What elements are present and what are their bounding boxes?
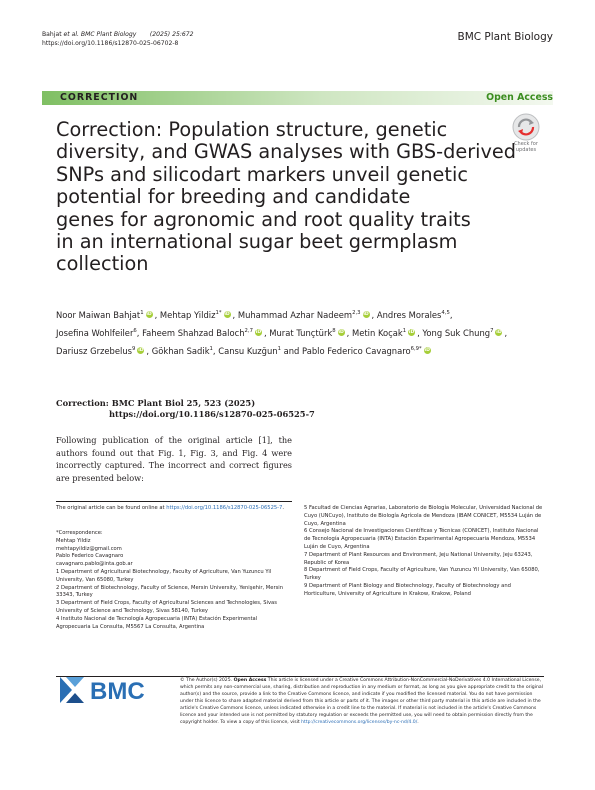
title-line: potential for breeding and candidate (56, 185, 411, 209)
author-list (56, 305, 546, 359)
title-line: Correction: Population structure, genetic (56, 118, 448, 141)
author-line: Noor Maiwan Bahjat$^1$ iD , Mehtap Yildiz$^{1*}$ iD , Muhammad Azhar Nadeem$^{2,3}$ iD , Andres Morales$^{4,5}$, (56, 309, 453, 320)
author-name: , Murat Tunçtürk (263, 327, 333, 338)
author-name: Josefina Wohlfeiler (56, 327, 134, 338)
footnote-divider (56, 501, 292, 502)
author-line: Josefina Wohlfeiler$^6$, Faheem Shahzad Baloch$^{2,7}$ iD , Murat Tunçtürk$^8$ iD , Metin Koçak$^1$ iD , Yong Suk Chung$^7$ iD , (56, 327, 508, 338)
title-line: in an international sugar beet germplasm (56, 230, 458, 254)
title-line: SNPs and silicodart markers unveil genetic (56, 162, 468, 186)
author-name: , Yong Suk Chung (417, 327, 491, 338)
correspondent-name: Mehtap Yildiz (56, 537, 91, 544)
author-name: , Metin Koçak (346, 327, 403, 338)
header-journal-cite: et al. BMC Plant Biology (63, 31, 137, 38)
orcid-icon[interactable]: iD (424, 348, 430, 354)
author-name: , Muhammad Azhar Nadeem (232, 309, 353, 320)
affiliation: 7 Department of Plant Resources and Environment, Jeju National University, Jeju 63243, Republic of Korea (304, 551, 533, 566)
title-line: genes for agronomic and root quality traits (56, 207, 471, 231)
affiliation: 6 Consejo Nacional de Investigaciones Científicas y Técnicas (CONICET), Instituto Nacional de Tecnología Agropecuaria (INTA) Estación Experimental Agropecuaria Mendoza, M5534 Luján de Cuyo, Argentina (304, 528, 539, 550)
orcid-icon[interactable]: iD (408, 330, 415, 336)
header-author: Bahjat (42, 31, 62, 38)
correction-body: Following publication of the original article [1], the authors found out that Fig. 1, Fig. 3, and Fig. 4 were incorrectly captured. The incorrect and correct figures are presented below: (56, 435, 292, 483)
open-access-label: Open Access (486, 92, 553, 103)
affiliation: 8 Department of Field Crops, Faculty of Agriculture, Van Yuzuncu Yil University, Van 65080, Turkey (304, 567, 540, 582)
correspondent-name: Pablo Federico Cavagnaro (56, 553, 124, 560)
correspondent-email[interactable]: cavagnaro.pablo@inta.gob.ar (56, 561, 133, 568)
orcid-icon[interactable]: iD (138, 348, 144, 354)
running-header (42, 30, 194, 48)
original-article-note: The original article can be found online at https://doi.org/10.1186/s12870-025-06525-7. (56, 505, 285, 511)
affiliation: 2 Department of Biotechnology, Faculty of Science, Mersin University, Yenişehir, Mersin 33343, Turkey (56, 584, 284, 599)
title-line: collection (56, 252, 149, 276)
orcid-icon[interactable]: iD (146, 312, 152, 318)
author-name: , Faheem Shahzad Baloch (136, 327, 245, 338)
affiliation: 3 Department of Field Crops, Faculty of Agricultural Sciences and Technologies, Sivas University of Science and Technology, Sivas 58140, Turkey (56, 600, 277, 614)
correspondence-and-affiliations (56, 530, 292, 631)
author-name: Noor Maiwan Bahjat (56, 309, 141, 320)
affiliations-continued (304, 505, 544, 599)
bmc-logo-icon (58, 675, 168, 705)
correspondence-label: *Correspondence: (56, 530, 103, 536)
check-for-updates-icon[interactable] (511, 112, 541, 142)
author-name: , Cansu Kuzğun (212, 345, 278, 356)
journal-name: BMC Plant Biology (457, 31, 553, 43)
author-name: Dariusz Grzebelus (56, 345, 133, 356)
author-name: , Gökhan Sadik (146, 345, 210, 356)
open-access-bold: Open Access (233, 678, 267, 683)
license-statement: © The Author(s) 2025. Open Access This article is licensed under a Creative Commons Attribution-NonCommercial-NoDerivatives 4.0 International License, which permits any non-commercial use, sharing, distribution and reproduction in any medium or format, as long as you give appropriate credit to the original author(s) and the source, provide a link to the Creative Commons licence, and indicate if you modified the licensed material. You do not have permission under this licence to share adapted material derived from this article or parts of it. The images or other third party material in this article are included in the article's Creative Commons licence, unless indicated otherwise in a credit line to the material. If material is not included in the article's Creative Commons licence and your intended use is not permitted by statutory regulation or exceeds the permitted use, you will need to obtain permission directly from the copyright holder. To view a copy of this licence, visit http://creativecommons.org/licenses/by-nc-nd/4.0/. (180, 678, 543, 725)
license-link[interactable]: http://creativecommons.org/licenses/by-nc-nd/4.0/ (301, 720, 418, 725)
correction-citation: Correction: BMC Plant Biol 25, 523 (2025) (56, 398, 256, 408)
orcid-icon[interactable]: iD (363, 312, 369, 318)
original-article-link[interactable]: https://doi.org/10.1186/s12870-025-06525-7 (166, 505, 283, 511)
orcid-icon[interactable]: iD (496, 330, 502, 336)
check-for-updates-label[interactable]: Check for updates (514, 141, 538, 153)
affiliation: 4 Instituto Nacional de Tecnología Agropecuaria (INTA) Estación Experimental Agropecuaria La Consulta, M5567 La Consulta, Argentina (56, 615, 258, 630)
correction-doi-link[interactable]: https://doi.org/10.1186/s12870-025-06525-7 (109, 409, 315, 419)
author-name: and Pablo Federico Cavagnaro (280, 345, 411, 356)
author-name: , Andres Morales (371, 309, 442, 320)
orcid-icon[interactable]: iD (255, 330, 262, 336)
svg-text:BMC: BMC (90, 678, 145, 705)
article-type-label: CORRECTION (60, 92, 139, 103)
author-name: , Mehtap Yildiz (154, 309, 216, 320)
orcid-icon[interactable]: iD (338, 330, 344, 336)
affiliation: 1 Department of Agricultural Biotechnology, Faculty of Agriculture, Van Yuzuncu Yil University, Van 65080, Turkey (56, 568, 272, 583)
orcid-icon[interactable]: iD (224, 312, 230, 318)
header-year: (2025) 25:672 (149, 31, 194, 38)
title-line: diversity, and GWAS analyses with GBS-derived (56, 140, 517, 164)
affiliation: 9 Department of Plant Biology and Biotechnology, Faculty of Biotechnology and Horticulture, University of Agriculture in Krakow, Krakow, Poland (304, 582, 511, 597)
affiliation: 5 Facultad de Ciencias Agrarias, Laboratorio de Biología Molecular, Universidad Nacional de Cuyo (UNCuyo), Instituto de Biología Agrícola de Mendoza (IBAM CONICET, M5534 Luján de Cuyo, Argentina (304, 505, 543, 527)
author-line: Dariusz Grzebelus$^9$ iD , Gökhan Sadik$^1$, Cansu Kuzğun$^1$ and Pablo Federico Cavagnaro$^{6,9*}$ iD (56, 345, 430, 356)
article-title (56, 119, 526, 276)
correspondent-email[interactable]: mehtapyildiz@gmail.com (56, 545, 122, 552)
header-doi[interactable]: https://doi.org/10.1186/s12870-025-06702-8 (42, 40, 179, 47)
